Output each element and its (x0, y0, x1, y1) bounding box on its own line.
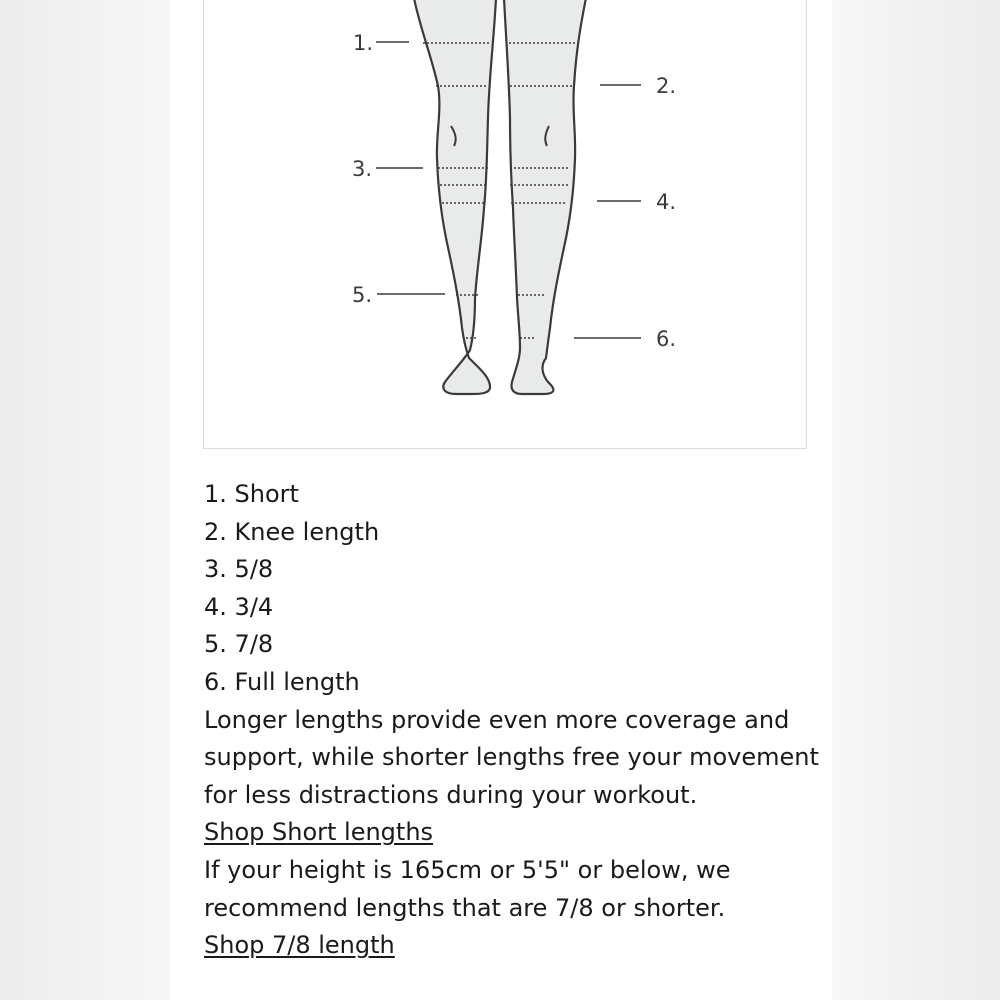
shop-short-lengths-link[interactable]: Shop Short lengths (204, 818, 434, 847)
left-leg (414, 0, 496, 394)
length-list (204, 476, 824, 702)
length-guide-text (204, 476, 824, 965)
legs-illustration (204, 0, 808, 449)
height-recommendation: If your height is 165cm or 5'5" or below, we recommend lengths that are 7/8 or shorter. (204, 855, 731, 922)
diagram-label-4: 4. (656, 190, 677, 214)
right-leg (504, 0, 586, 394)
diagram-label-3: 3. (352, 157, 373, 181)
content-page (170, 0, 832, 1000)
diagram-label-1: 1. (353, 31, 374, 55)
length-description: Longer lengths provide even more coverage and support, while shorter lengths free your movement for less distractions during your workout. (204, 705, 819, 809)
length-item-6: 6. Full length (204, 667, 360, 696)
left-background (0, 0, 170, 1000)
length-item-2: 2. Knee length (204, 517, 380, 546)
length-item-3: 3. 5/8 (204, 555, 274, 584)
length-item-4: 4. 3/4 (204, 592, 274, 621)
legging-length-diagram (203, 0, 807, 449)
shop-7-8-length-link[interactable]: Shop 7/8 length (204, 931, 395, 960)
diagram-label-6: 6. (656, 327, 677, 351)
diagram-label-2: 2. (656, 74, 677, 98)
diagram-label-5: 5. (352, 283, 373, 307)
length-item-1: 1. Short (204, 480, 299, 508)
right-background (832, 0, 1000, 1000)
length-item-5: 5. 7/8 (204, 630, 274, 659)
